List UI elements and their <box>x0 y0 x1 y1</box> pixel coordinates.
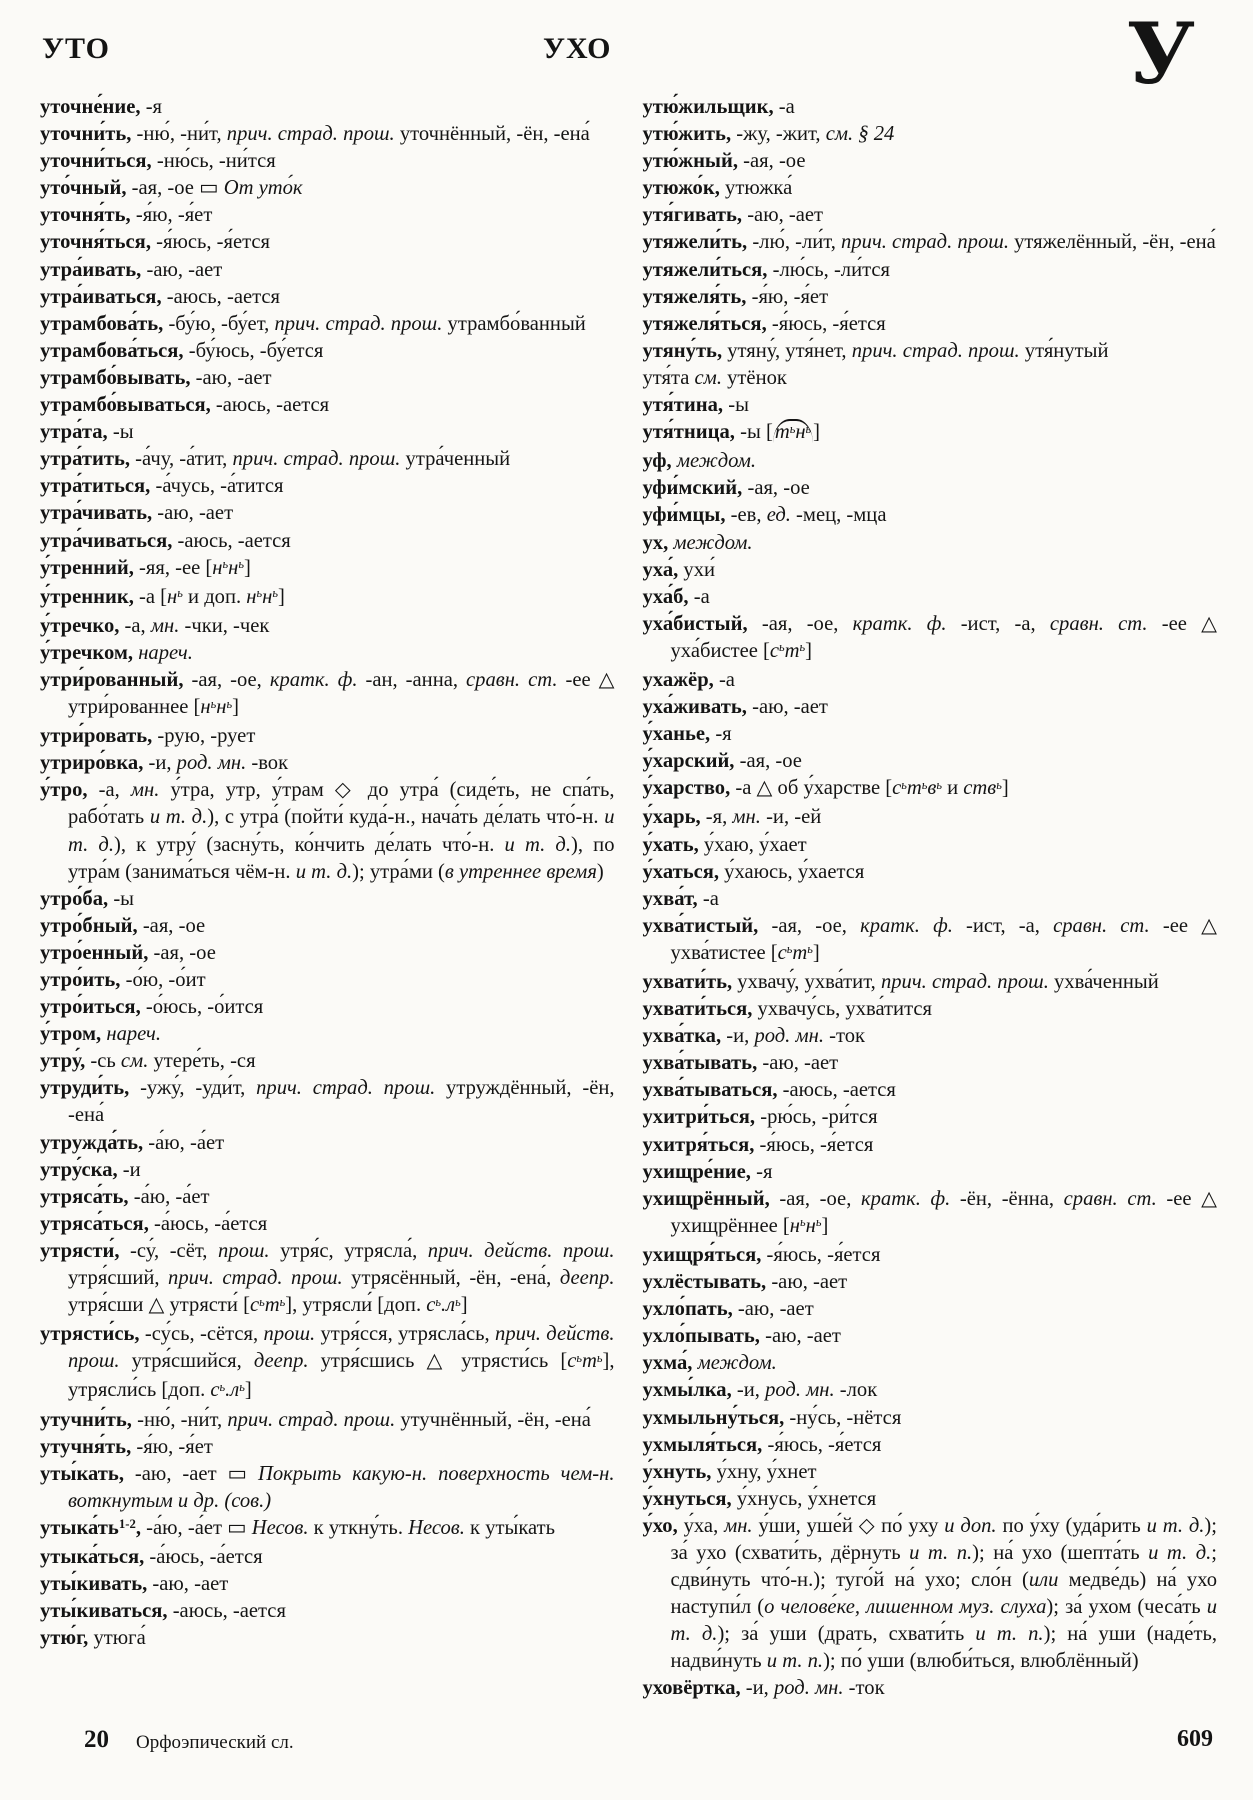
dictionary-entry: утучня́ть, -я́ю, -я́ет <box>40 1435 213 1458</box>
dictionary-entry: утрамбова́ть, -бу́ю, -бу́ет, прич. страд. прош. утрамбо́ванный <box>40 312 586 335</box>
dictionary-entry: ухва́т, -а <box>642 887 719 910</box>
dictionary-entry: утю́г, утюга́ <box>40 1627 146 1650</box>
dictionary-entry: уто́чный, -ая, -ое ▭ От уто́к <box>40 177 303 200</box>
dictionary-entry: утру́, -сь см. утере́ть, -ся <box>40 1050 256 1073</box>
dictionary-entry: утра́чиваться, -аюсь, -ается <box>40 529 291 552</box>
dictionary-entry: утружда́ть, -а́ю, -а́ет <box>40 1131 225 1154</box>
dictionary-entry: ухло́пать, -аю, -ает <box>642 1298 814 1321</box>
dictionary-entry: утро́енный, -ая, -ое <box>40 941 216 964</box>
dictionary-entry: утя́та см. утёнок <box>642 366 787 389</box>
dictionary-entry: у́харь, -я, мн. -и, -ей <box>642 806 822 829</box>
dictionary-entry: у́харский, -ая, -ое <box>642 750 802 773</box>
signature-number: 20 <box>84 1726 109 1753</box>
dictionary-entry: утю́жильщик, -а <box>642 96 795 118</box>
dictionary-entry: утя́тница, -ы $[т^ьн^ь]$ <box>642 421 821 444</box>
dictionary-entry: ухмыльну́ться, -ну́сь, -нётся <box>642 1406 902 1429</box>
dictionary-entry: ухмыля́ться, -я́юсь, -я́ется <box>642 1433 882 1456</box>
dictionary-entry: ухвати́ть, ухвачу́, ухва́тит, прич. страд. прош. ухва́ченный <box>642 971 1159 993</box>
dictionary-entry: ухва́тываться, -аюсь, -ается <box>642 1079 896 1102</box>
dictionary-entry: утра́иваться, -аюсь, -ается <box>40 285 280 308</box>
dictionary-entry: уха́живать, -аю, -ает <box>642 696 828 719</box>
dictionary-entry: уточни́ться, -ню́сь, -ни́тся <box>40 150 276 173</box>
dictionary-entry: утряса́ться, -а́юсь, -а́ется <box>40 1212 268 1235</box>
dictionary-entry: уточни́ть, -ню́, -ни́т, прич. страд. прош. уточнённый, -ён, -ена́ <box>40 123 590 146</box>
guide-word-right: УХО <box>543 32 612 65</box>
dictionary-entry: уха́бистый, -ая, -ое, кратк. ф. -ист, -а, сравн. ст. -ее △ уха́бистее $[с^ьт^ь]$ <box>642 612 1217 662</box>
dictionary-entry: утру́ска, -и <box>40 1158 141 1181</box>
dictionary-entry: ухитри́ться, -рю́сь, -ри́тся <box>642 1106 878 1129</box>
column-right <box>643 94 1218 1703</box>
dictionary-entry: утя́гивать, -аю, -ает <box>642 204 824 227</box>
dictionary-entry: ух, междом. <box>642 531 753 554</box>
dictionary-entry: утрясти́сь, -су́сь, -сётся, прош. утря́сся, утрясла́сь, прич. действ. прош. утря́сшийся, деепр. утря́сшись △ утрясти́сь $[с^ьт^ь]$, утрясли́сь [доп. $с^ь.л^ь$] <box>40 1323 615 1402</box>
dictionary-entry: утро́иться, -о́юсь, -о́ится <box>40 996 264 1019</box>
dictionary-entry: утра́ивать, -аю, -ает <box>40 258 223 281</box>
dictionary-entry: уты́кать, -аю, -ает ▭ Покрыть какую-н. поверхность чем-н. воткнутым и др. (сов.) <box>40 1462 615 1512</box>
dictionary-entry: у́тречко, -а, мн. -чки, -чек <box>40 614 270 637</box>
dictionary-entry: у́тренник, -а [$н^ь$ и доп. $н^ьн^ь$] <box>40 585 285 608</box>
dictionary-entry: утро́ба, -ы <box>40 887 135 910</box>
dictionary-entry: утюжо́к, утюжка́ <box>642 177 793 200</box>
dictionary-entry: утра́та, -ы <box>40 421 134 444</box>
dictionary-entry: уточня́ть, -я́ю, -я́ет <box>40 204 213 227</box>
dictionary-entry: ухищрённый, -ая, -ое, кратк. ф. -ён, -ённа, сравн. ст. -ее △ ухищрённее $[н^ьн^ь]$ <box>642 1187 1217 1237</box>
page-number: 609 <box>1177 1726 1213 1752</box>
dictionary-entry: уты́киваться, -аюсь, -ается <box>40 1600 286 1623</box>
dictionary-entry: $утыка́ть^{1-2}$, -а́ю, -а́ет ▭ Несов. к уткну́ть. Несов. к уты́кать <box>40 1516 556 1539</box>
dictionary-entry: утрамбова́ться, -бу́юсь, -бу́ется <box>40 339 324 362</box>
dictionary-entry: утяжели́ться, -лю́сь, -ли́тся <box>642 258 890 281</box>
dictionary-entry: ухажёр, -а <box>642 668 735 691</box>
dictionary-entry: ухитря́ться, -я́юсь, -я́ется <box>642 1133 874 1156</box>
dictionary-entry: утрясти́, -су́, -сёт, прош. утря́с, утрясла́, прич. действ. прош. утря́сший, прич. страд. прош. утрясённый, -ён, -ена́, деепр. утря́сши △ утрясти́ $[с^ьт^ь]$, утрясли́ [доп. $с^ь.л^ь$] <box>40 1239 615 1317</box>
dictionary-entry: уха́, ухи́ <box>642 558 716 581</box>
dictionary-entry: утю́жный, -ая, -ое <box>642 150 806 173</box>
column-left <box>40 94 615 1703</box>
dictionary-entry: ухло́пывать, -аю, -ает <box>642 1325 841 1348</box>
guide-word-left: УТО <box>42 32 110 65</box>
dictionary-entry: уха́б, -а <box>642 585 710 608</box>
dictionary-entry: утруди́ть, -ужу́, -уди́т, прич. страд. прош. утруждённый, -ён, -ена́ <box>40 1077 615 1127</box>
dictionary-entry: уты́кивать, -аю, -ает <box>40 1573 229 1596</box>
dictionary-entry: ухмы́лка, -и, род. мн. -лок <box>642 1379 878 1402</box>
dictionary-entry: ухищря́ться, -я́юсь, -я́ется <box>642 1243 881 1266</box>
dictionary-entry: утрамбо́вываться, -аюсь, -ается <box>40 394 330 417</box>
dictionary-entry: уф, междом. <box>642 450 756 473</box>
dictionary-entry: у́тренний, -яя, -ее $[н^ьн^ь]$ <box>40 556 251 579</box>
dictionary-entry: утро́ить, -о́ю, -о́ит <box>40 969 206 991</box>
dictionary-entry: у́хаться, у́хаюсь, у́хается <box>642 860 865 883</box>
dictionary-entry: у́тро, -а, мн. у́тра, утр, у́трам ◇ до утра́ (сиде́ть, не спа́ть, рабо́тать и т. д.), с утра́ (пойти́ куда́-н., нача́ть де́лать что́-н. и т. д.), к утру́ (засну́ть, ко́нчить де́лать что́-н. и т. д.), по утра́м (занима́ться чём-н. и т. д.); утра́ми (в утреннее время) <box>40 779 615 883</box>
dictionary-entry: у́хо, у́ха, мн. у́ши, уше́й ◇ по́ уху и доп. по у́ху (уда́рить и т. д.); за́ ухо (схвати́ть, дёрнуть и т. п.); на́ ухо (шепта́ть и т. д.; сдви́нуть что́-н.); туго́й на́ ухо; сло́н (или медве́дь) на́ ухо наступи́л (о челове́ке, лишенном муз. слуха); за́ ухом (чеса́ть и т. д.); за́ уши (драть, схвати́ть и т. п.); на́ уши (наде́ть, надви́нуть и т. п.); по́ уши (влюби́ться, влюблённый) <box>642 1514 1218 1673</box>
dictionary-entry: утри́рованный, -ая, -ое, кратк. ф. -ан, -анна, сравн. ст. -ее △ утри́рованнее $[н^ьн^ь]$ <box>40 668 615 719</box>
dictionary-entry: ухвати́ться, ухвачу́сь, ухва́тится <box>642 998 932 1021</box>
dictionary-entry: ухлёстывать, -аю, -ает <box>642 1271 848 1294</box>
dictionary-entry: ухва́тистый, -ая, -ое, кратк. ф. -ист, -а, сравн. ст. -ее △ ухва́тистее $[с^ьт^ь]$ <box>642 914 1217 964</box>
book-title: Орфоэпический сл. <box>136 1732 294 1753</box>
text-columns <box>40 94 1217 1703</box>
dictionary-entry: утри́ровать, -рую, -рует <box>40 725 256 748</box>
dictionary-entry: утряса́ть, -а́ю, -а́ет <box>40 1185 210 1208</box>
dictionary-entry: у́хать, у́хаю, у́хает <box>642 833 807 856</box>
running-head <box>0 4 1253 103</box>
dictionary-entry: уточня́ться, -я́юсь, -я́ется <box>40 231 270 254</box>
dictionary-entry: у́тром, нареч. <box>40 1023 162 1046</box>
dictionary-entry: у́хнуть, у́хну, у́хнет <box>642 1460 817 1483</box>
dictionary-entry: уточне́ние, -я <box>40 96 163 118</box>
dictionary-entry: ухва́тывать, -аю, -ает <box>642 1052 839 1075</box>
page-footer <box>0 1726 1253 1766</box>
dictionary-entry: утя́тина, -ы <box>642 394 749 417</box>
section-letter: У <box>1126 4 1195 103</box>
dictionary-entry: ухва́тка, -и, род. мн. -ток <box>642 1025 866 1048</box>
dictionary-entry: у́тречком, нареч. <box>40 641 193 664</box>
dictionary-entry: утяжеля́ть, -я́ю, -я́ет <box>642 285 829 308</box>
dictionary-entry: утяжеля́ться, -я́юсь, -я́ется <box>642 312 886 335</box>
dictionary-entry: уфи́мцы, -ев, ед. -мец, -мца <box>642 504 887 527</box>
dictionary-entry: у́хнуться, у́хнусь, у́хнется <box>642 1487 877 1510</box>
dictionary-entry: ухма́, междом. <box>642 1352 777 1375</box>
dictionary-entry: утяжели́ть, -лю́, -ли́т, прич. страд. прош. утяжелённый, -ён, -ена́ <box>642 231 1216 254</box>
dictionary-entry: утрамбо́вывать, -аю, -ает <box>40 366 272 389</box>
dictionary-entry: утыка́ться, -а́юсь, -а́ется <box>40 1545 263 1568</box>
dictionary-entry: утра́тить, -а́чу, -а́тит, прич. страд. прош. утра́ченный <box>40 448 511 471</box>
dictionary-entry: утриро́вка, -и, род. мн. -вок <box>40 752 289 775</box>
dictionary-entry: утра́чивать, -аю, -ает <box>40 502 234 525</box>
dictionary-entry: у́ханье, -я <box>642 723 732 746</box>
dictionary-entry: ухищре́ние, -я <box>642 1160 773 1183</box>
dictionary-entry: утра́титься, -а́чусь, -а́тится <box>40 475 284 498</box>
dictionary-entry: уховёртка, -и, род. мн. -ток <box>642 1677 885 1700</box>
dictionary-entry: утяну́ть, утяну́, утя́нет, прич. страд. прош. утя́нутый <box>642 339 1109 362</box>
dictionary-entry: утро́бный, -ая, -ое <box>40 914 206 937</box>
dictionary-entry: у́харство, -а △ об у́харстве [$с^ьт^ьв^ь$ и ств$^ь$] <box>642 777 1009 800</box>
dictionary-entry: уфи́мский, -ая, -ое <box>642 477 810 500</box>
dictionary-entry: утю́жить, -жу, -жит, см. § 24 <box>642 123 895 146</box>
dictionary-entry: утучни́ть, -ню́, -ни́т, прич. страд. прош. утучнённый, -ён, -ена́ <box>40 1408 591 1431</box>
